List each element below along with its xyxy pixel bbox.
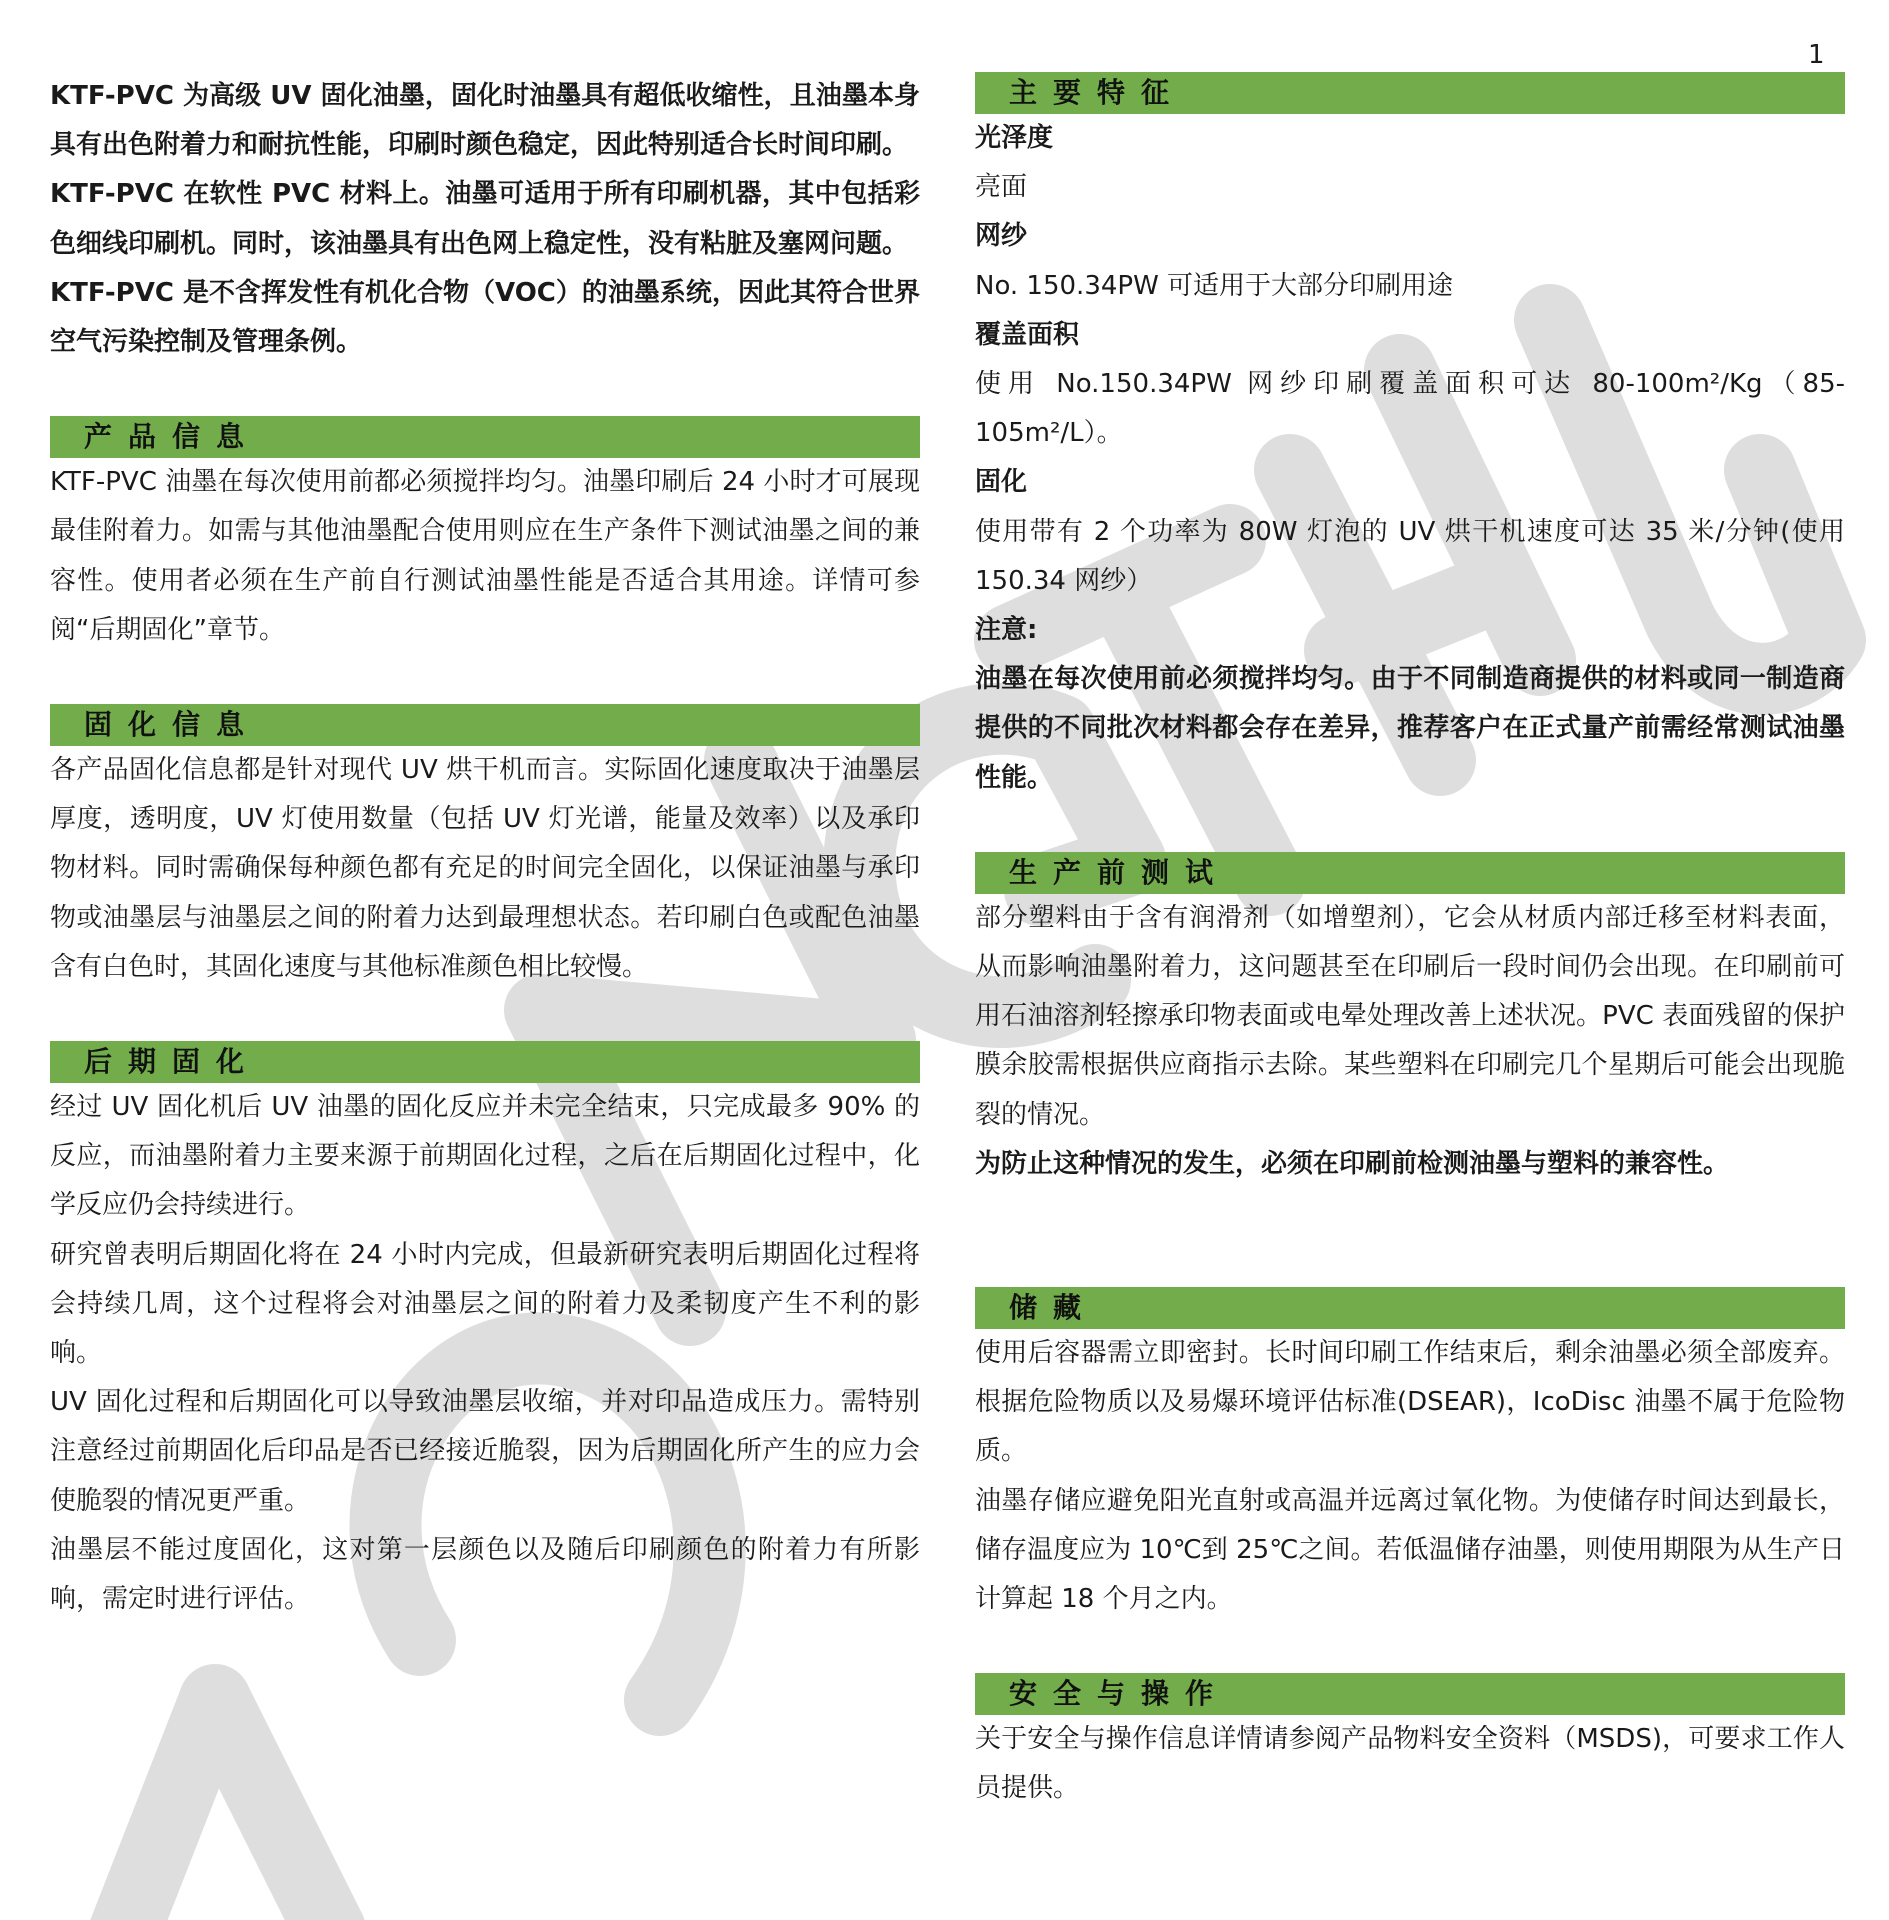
spacer <box>975 803 1845 852</box>
left-column <box>50 72 920 1624</box>
main-features-header: 主要特征 <box>975 72 1845 114</box>
mesh-label: 网纱 <box>975 221 1028 252</box>
post-curing-paragraph-3: UV 固化过程和后期固化可以导致油墨层收缩，并对印品造成压力。需特别注意经过前期固化后印品是否已经接近脆裂，因为后期固化所产生的应力会使脆裂的情况更严重。 <box>50 1387 920 1516</box>
gloss-label: 光泽度 <box>975 123 1054 153</box>
page-number: 1 <box>1808 40 1825 70</box>
storage-paragraph-2: 油墨存储应避免阳光直射或高温并远离过氧化物。为使储存时间达到最长，储存温度应为 10℃到 25℃之间。若低温储存油墨，则使用期限为从生产日计算起 18 个月之内。 <box>975 1485 1845 1615</box>
right-column <box>975 72 1845 1814</box>
gloss-value: 亮面 <box>975 172 1028 203</box>
spacer <box>975 1189 1845 1238</box>
watermark-stroke-1 <box>125 1700 330 1920</box>
intro-paragraph-2: KTF-PVC 在软性 PVC 材料上。油墨可适用于所有印刷机器，其中包括彩色细线印刷机。同时，该油墨具有出色网上稳定性，没有粘脏及塞网问题。 <box>50 179 920 259</box>
spacer <box>50 367 920 416</box>
post-curing-paragraph-1: 经过 UV 固化机后 UV 油墨的固化反应并未完全结束，只完成最多 90% 的反应，而油墨附着力主要来源于前期固化过程，之后在后期固化过程中，化学反应仍会持续进行。 <box>50 1092 920 1221</box>
safety-header: 安全与操作 <box>975 1673 1845 1715</box>
pre-production-test-warning: 为防止这种情况的发生，必须在印刷前检测油墨与塑料的兼容性。 <box>975 1148 1730 1179</box>
note-label: 注意: <box>975 615 1038 646</box>
note-value: 油墨在每次使用前必须搅拌均匀。由于不同制造商提供的材料或同一制造商提供的不同批次材料都会存在差异，推荐客户在正式量产前需经常测试油墨性能。 <box>975 664 1845 793</box>
curing-info-header: 固化信息 <box>50 704 920 746</box>
spacer <box>50 992 920 1041</box>
curing-info-body: 各产品固化信息都是针对现代 UV 烘干机而言。实际固化速度取决于油墨层厚度，透明度，UV 灯使用数量（包括 UV 灯光谱，能量及效率）以及承印物材料。同时需确保每种颜色都有充足的时间完全固化，以保证油墨与承印物或油墨层与油墨层之间的附着力达到最理想状态。若印刷白色或配色油墨含有白色时，其固化速度与其他标准颜色相比较慢。 <box>50 755 920 982</box>
intro-paragraph-3: KTF-PVC 是不含挥发性有机化合物（VOC）的油墨系统，因此其符合世界空气污染控制及管理条例。 <box>50 277 920 358</box>
pre-production-test-header: 生产前测试 <box>975 852 1845 894</box>
post-curing-paragraph-4: 油墨层不能过度固化，这对第一层颜色以及随后印刷颜色的附着力有所影响，需定时进行评估。 <box>50 1534 920 1615</box>
post-curing-header: 后期固化 <box>50 1041 920 1083</box>
coverage-label: 覆盖面积 <box>975 319 1080 350</box>
product-info-body: KTF-PVC 油墨在每次使用前都必须搅拌均匀。油墨印刷后 24 小时才可展现最佳附着力。如需与其他油墨配合使用则应在生产条件下测试油墨之间的兼容性。使用者必须在生产前自行测试油墨性能是否适合其用途。详情可参阅“后期固化”章节。 <box>50 467 920 645</box>
intro-paragraph-1: KTF-PVC 为高级 UV 固化油墨，固化时油墨具有超低收缩性，且油墨本身具有出色附着力和耐抗性能，印刷时颜色稳定，因此特别适合长时间印刷。 <box>50 81 920 161</box>
spacer <box>975 1624 1845 1673</box>
post-curing-paragraph-2: 研究曾表明后期固化将在 24 小时内完成，但最新研究表明后期固化过程将会持续几周，这个过程将会对油墨层之间的附着力及柔韧度产生不利的影响。 <box>50 1239 920 1369</box>
curing-label: 固化 <box>975 467 1028 498</box>
safety-body: 关于安全与操作信息详情请参阅产品物料安全资料（MSDS)，可要求工作人员提供。 <box>975 1724 1845 1804</box>
mesh-value: No. 150.34PW 可适用于大部分印刷用途 <box>975 270 1454 301</box>
pre-production-test-body: 部分塑料由于含有润滑剂（如增塑剂），它会从材质内部迁移至材料表面，从而影响油墨附着力，这问题甚至在印刷后一段时间仍会出现。在印刷前可用石油溶剂轻擦承印物表面或电晕处理改善上述状况。PVC 表面残留的保护膜余胶需根据供应商指示去除。某些塑料在印刷完几个星期后可能会出现脆裂的情况。 <box>975 902 1845 1130</box>
storage-header: 储藏 <box>975 1287 1845 1329</box>
storage-paragraph-1: 使用后容器需立即密封。长时间印刷工作结束后，剩余油墨必须全部废弃。根据危险物质以及易爆环境评估标准(DSEAR)，IcoDisc 油墨不属于危险物质。 <box>975 1338 1845 1467</box>
product-info-header: 产品信息 <box>50 416 920 458</box>
spacer <box>50 655 920 704</box>
spacer <box>975 1238 1845 1287</box>
coverage-value: 使用 No.150.34PW 网纱印刷覆盖面积可达 80-100m²/Kg（85-105m²/L）。 <box>975 369 1845 449</box>
curing-value: 使用带有 2 个功率为 80W 灯泡的 UV 烘干机速度可达 35 米/分钟(使用 150.34 网纱） <box>975 516 1845 596</box>
